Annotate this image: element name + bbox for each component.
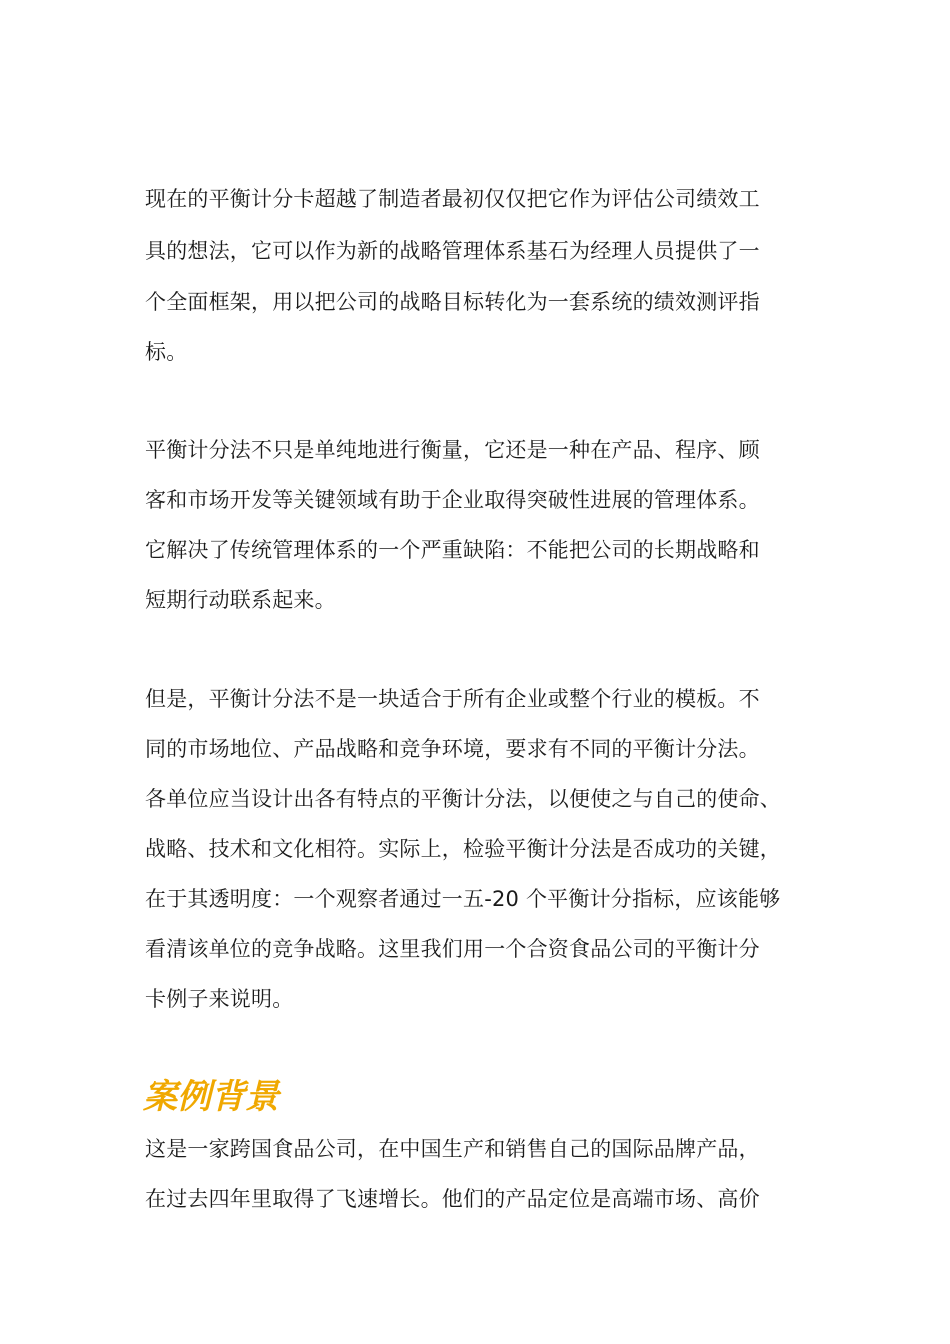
- section-line-2: 在过去四年里取得了飞速增长。他们的产品定位是高端市场、高价: [145, 1187, 760, 1211]
- paragraph-3-line-2: 同的市场地位、产品战略和竞争环境，要求有不同的平衡计分法。: [145, 737, 760, 761]
- section-line-1: 这是一家跨国食品公司，在中国生产和销售自己的国际品牌产品，: [145, 1137, 760, 1161]
- paragraph-1-line-3: 个全面框架，用以把公司的战略目标转化为一套系统的绩效测评指: [145, 290, 760, 314]
- paragraph-3-line-3: 各单位应当设计出各有特点的平衡计分法，以便使之与自己的使命、: [145, 787, 781, 811]
- paragraph-1-line-1: 现在的平衡计分卡超越了制造者最初仅仅把它作为评估公司绩效工: [145, 187, 760, 211]
- paragraph-3-line-4: 战略、技术和文化相符。实际上，检验平衡计分法是否成功的关键，: [145, 837, 781, 861]
- paragraph-3-line-7: 卡例子来说明。: [145, 987, 294, 1011]
- paragraph-2-line-3: 它解决了传统管理体系的一个严重缺陷：不能把公司的长期战略和: [145, 538, 760, 562]
- paragraph-1-line-4: 标。: [145, 340, 188, 364]
- paragraph-3-line-6: 看清该单位的竞争战略。这里我们用一个合资食品公司的平衡计分: [145, 937, 760, 961]
- section-heading: 案例背景: [143, 1077, 279, 1117]
- paragraph-3-line-1: 但是，平衡计分法不是一块适合于所有企业或整个行业的模板。不: [145, 687, 760, 711]
- paragraph-2-line-4: 短期行动联系起来。: [145, 588, 336, 612]
- paragraph-2-line-2: 客和市场开发等关键领域有助于企业取得突破性进展的管理体系。: [145, 488, 760, 512]
- paragraph-3-line-5: 在于其透明度：一个观察者通过一五-20 个平衡计分指标，应该能够: [145, 887, 781, 911]
- paragraph-2-line-1: 平衡计分法不只是单纯地进行衡量，它还是一种在产品、程序、顾: [145, 438, 760, 462]
- paragraph-1-line-2: 具的想法，它可以作为新的战略管理体系基石为经理人员提供了一: [145, 239, 760, 263]
